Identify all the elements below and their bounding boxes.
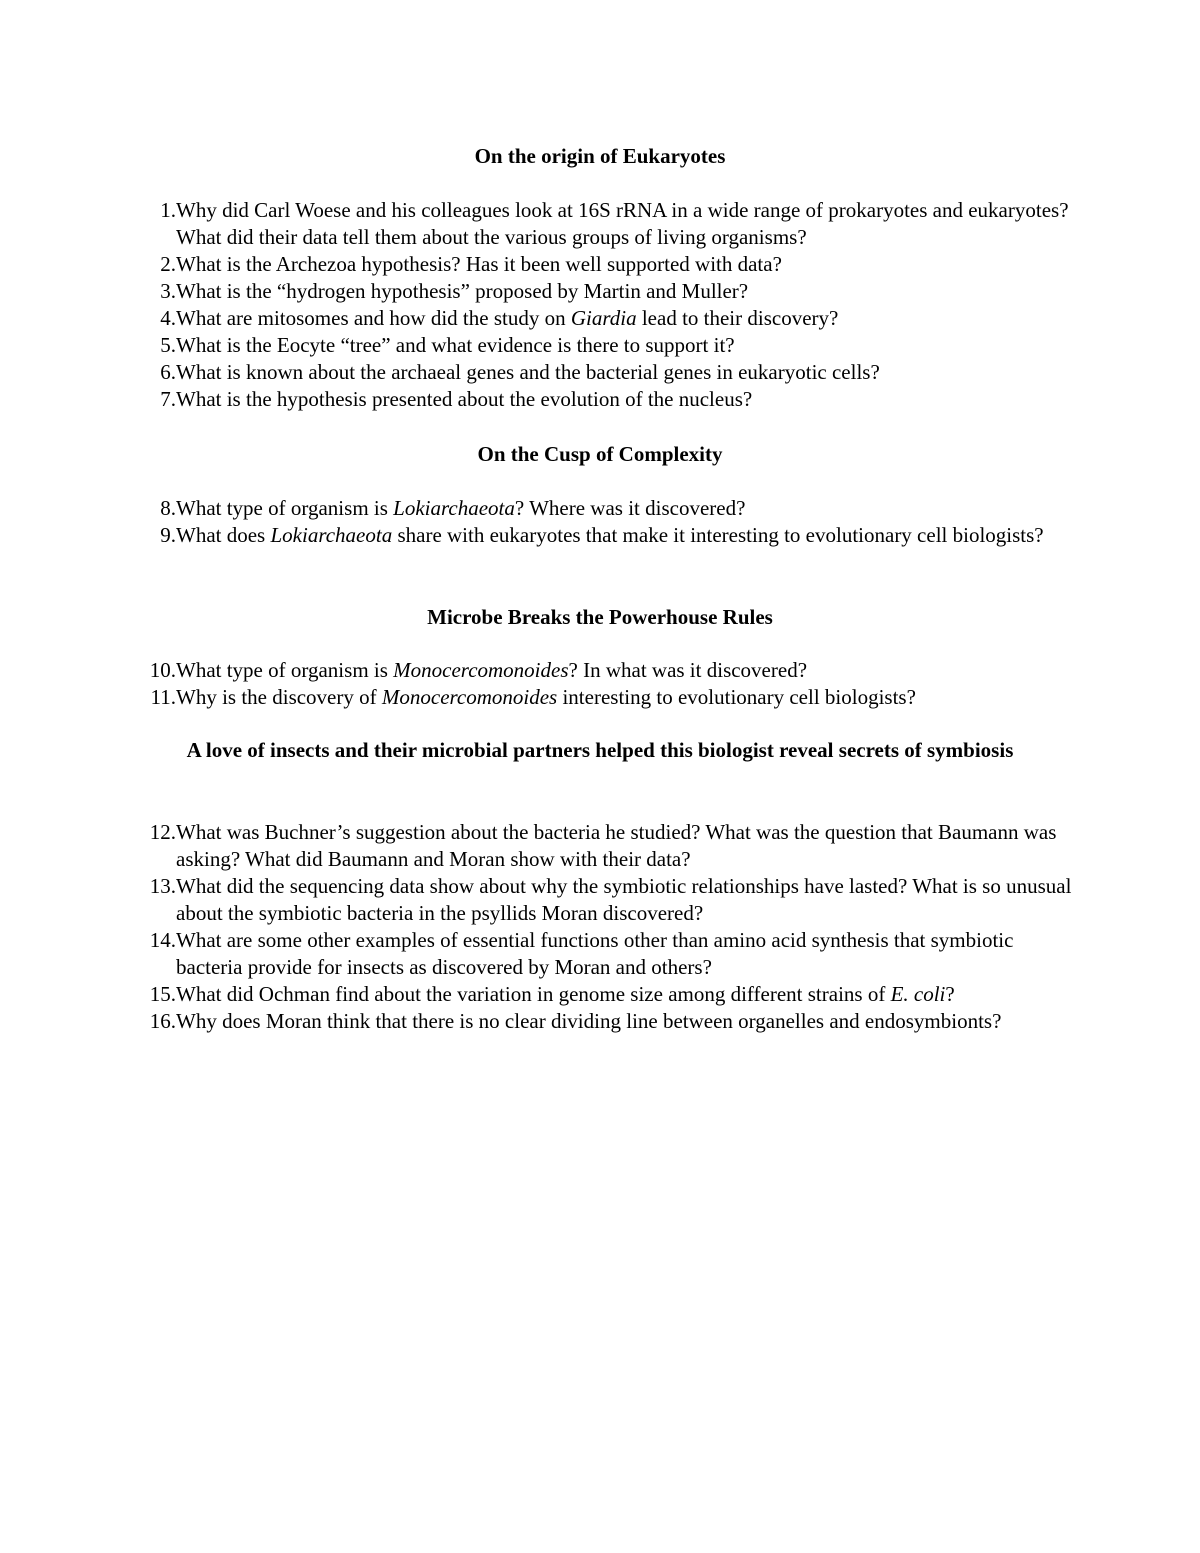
section-title-cusp-complexity: On the Cusp of Complexity xyxy=(477,442,723,466)
question-text: Why is the discovery of Monocercomonoides interesting to evolutionary cell biologists? xyxy=(176,685,916,709)
question-number: 10. xyxy=(149,658,176,682)
question-text: What is the Archezoa hypothesis? Has it been well supported with data? xyxy=(176,252,782,276)
question-number: 12. xyxy=(149,820,176,844)
question-number: 7. xyxy=(160,387,176,411)
question-9 xyxy=(140,522,1080,549)
question-text: What was Buchner’s suggestion about the bacteria he studied? What was the question that Baumann was asking? What did Baumann and Moran show with their data? xyxy=(176,820,1057,871)
question-text: What did Ochman find about the variation in genome size among different strains of E. coli? xyxy=(176,982,955,1006)
question-text: What type of organism is Lokiarchaeota? Where was it discovered? xyxy=(176,496,746,520)
question-11 xyxy=(140,684,1080,711)
question-number: 3. xyxy=(160,279,176,303)
question-14 xyxy=(140,927,1080,981)
question-number: 15. xyxy=(149,982,176,1006)
question-text: What did the sequencing data show about why the symbiotic relationships have lasted? What is so unusual about the symbiotic bacteria in the psyllids Moran discovered? xyxy=(176,874,1072,925)
question-text: What is the Eocyte “tree” and what evidence is there to support it? xyxy=(176,333,735,357)
question-13 xyxy=(140,873,1080,927)
question-16 xyxy=(140,1008,1080,1035)
question-12 xyxy=(140,819,1080,873)
section-title-origin-eukaryotes: On the origin of Eukaryotes xyxy=(474,144,726,168)
question-text: What are some other examples of essential functions other than amino acid synthesis that symbiotic bacteria provide for insects as discovered by Moran and others? xyxy=(176,928,1014,979)
question-text: What does Lokiarchaeota share with eukaryotes that make it interesting to evolutionary cell biologists? xyxy=(176,523,1044,547)
section-title-powerhouse-rules: Microbe Breaks the Powerhouse Rules xyxy=(427,605,773,629)
question-text: What is the “hydrogen hypothesis” proposed by Martin and Muller? xyxy=(176,279,749,303)
question-number: 1. xyxy=(160,198,176,222)
question-number: 5. xyxy=(160,333,176,357)
question-number: 11. xyxy=(150,685,176,709)
question-1 xyxy=(140,197,1080,251)
question-text: Why does Moran think that there is no clear dividing line between organelles and endosymbionts? xyxy=(176,1009,1002,1033)
question-4 xyxy=(140,305,1080,332)
question-7 xyxy=(140,386,1080,413)
question-text: What are mitosomes and how did the study on Giardia lead to their discovery? xyxy=(176,306,839,330)
question-number: 2. xyxy=(160,252,176,276)
question-number: 9. xyxy=(160,523,176,547)
section-title-symbiosis: A love of insects and their microbial partners helped this biologist reveal secrets of symbiosis xyxy=(186,738,1014,762)
question-number: 13. xyxy=(149,874,176,898)
question-text: What type of organism is Monocercomonoides? In what was it discovered? xyxy=(176,658,808,682)
question-text: What is known about the archaeal genes and the bacterial genes in eukaryotic cells? xyxy=(176,360,880,384)
question-number: 16. xyxy=(149,1009,176,1033)
question-2 xyxy=(140,251,1080,278)
question-3 xyxy=(140,278,1080,305)
question-text: What is the hypothesis presented about the evolution of the nucleus? xyxy=(176,387,753,411)
question-number: 4. xyxy=(160,306,176,330)
question-15 xyxy=(140,981,1080,1008)
question-text: Why did Carl Woese and his colleagues look at 16S rRNA in a wide range of prokaryotes and eukaryotes? What did their data tell them about the various groups of living organisms? xyxy=(176,198,1069,249)
question-8 xyxy=(140,495,1080,522)
question-6 xyxy=(140,359,1080,386)
question-5 xyxy=(140,332,1080,359)
question-number: 6. xyxy=(160,360,176,384)
question-10 xyxy=(140,657,1080,684)
question-number: 8. xyxy=(160,496,176,520)
question-number: 14. xyxy=(149,928,176,952)
